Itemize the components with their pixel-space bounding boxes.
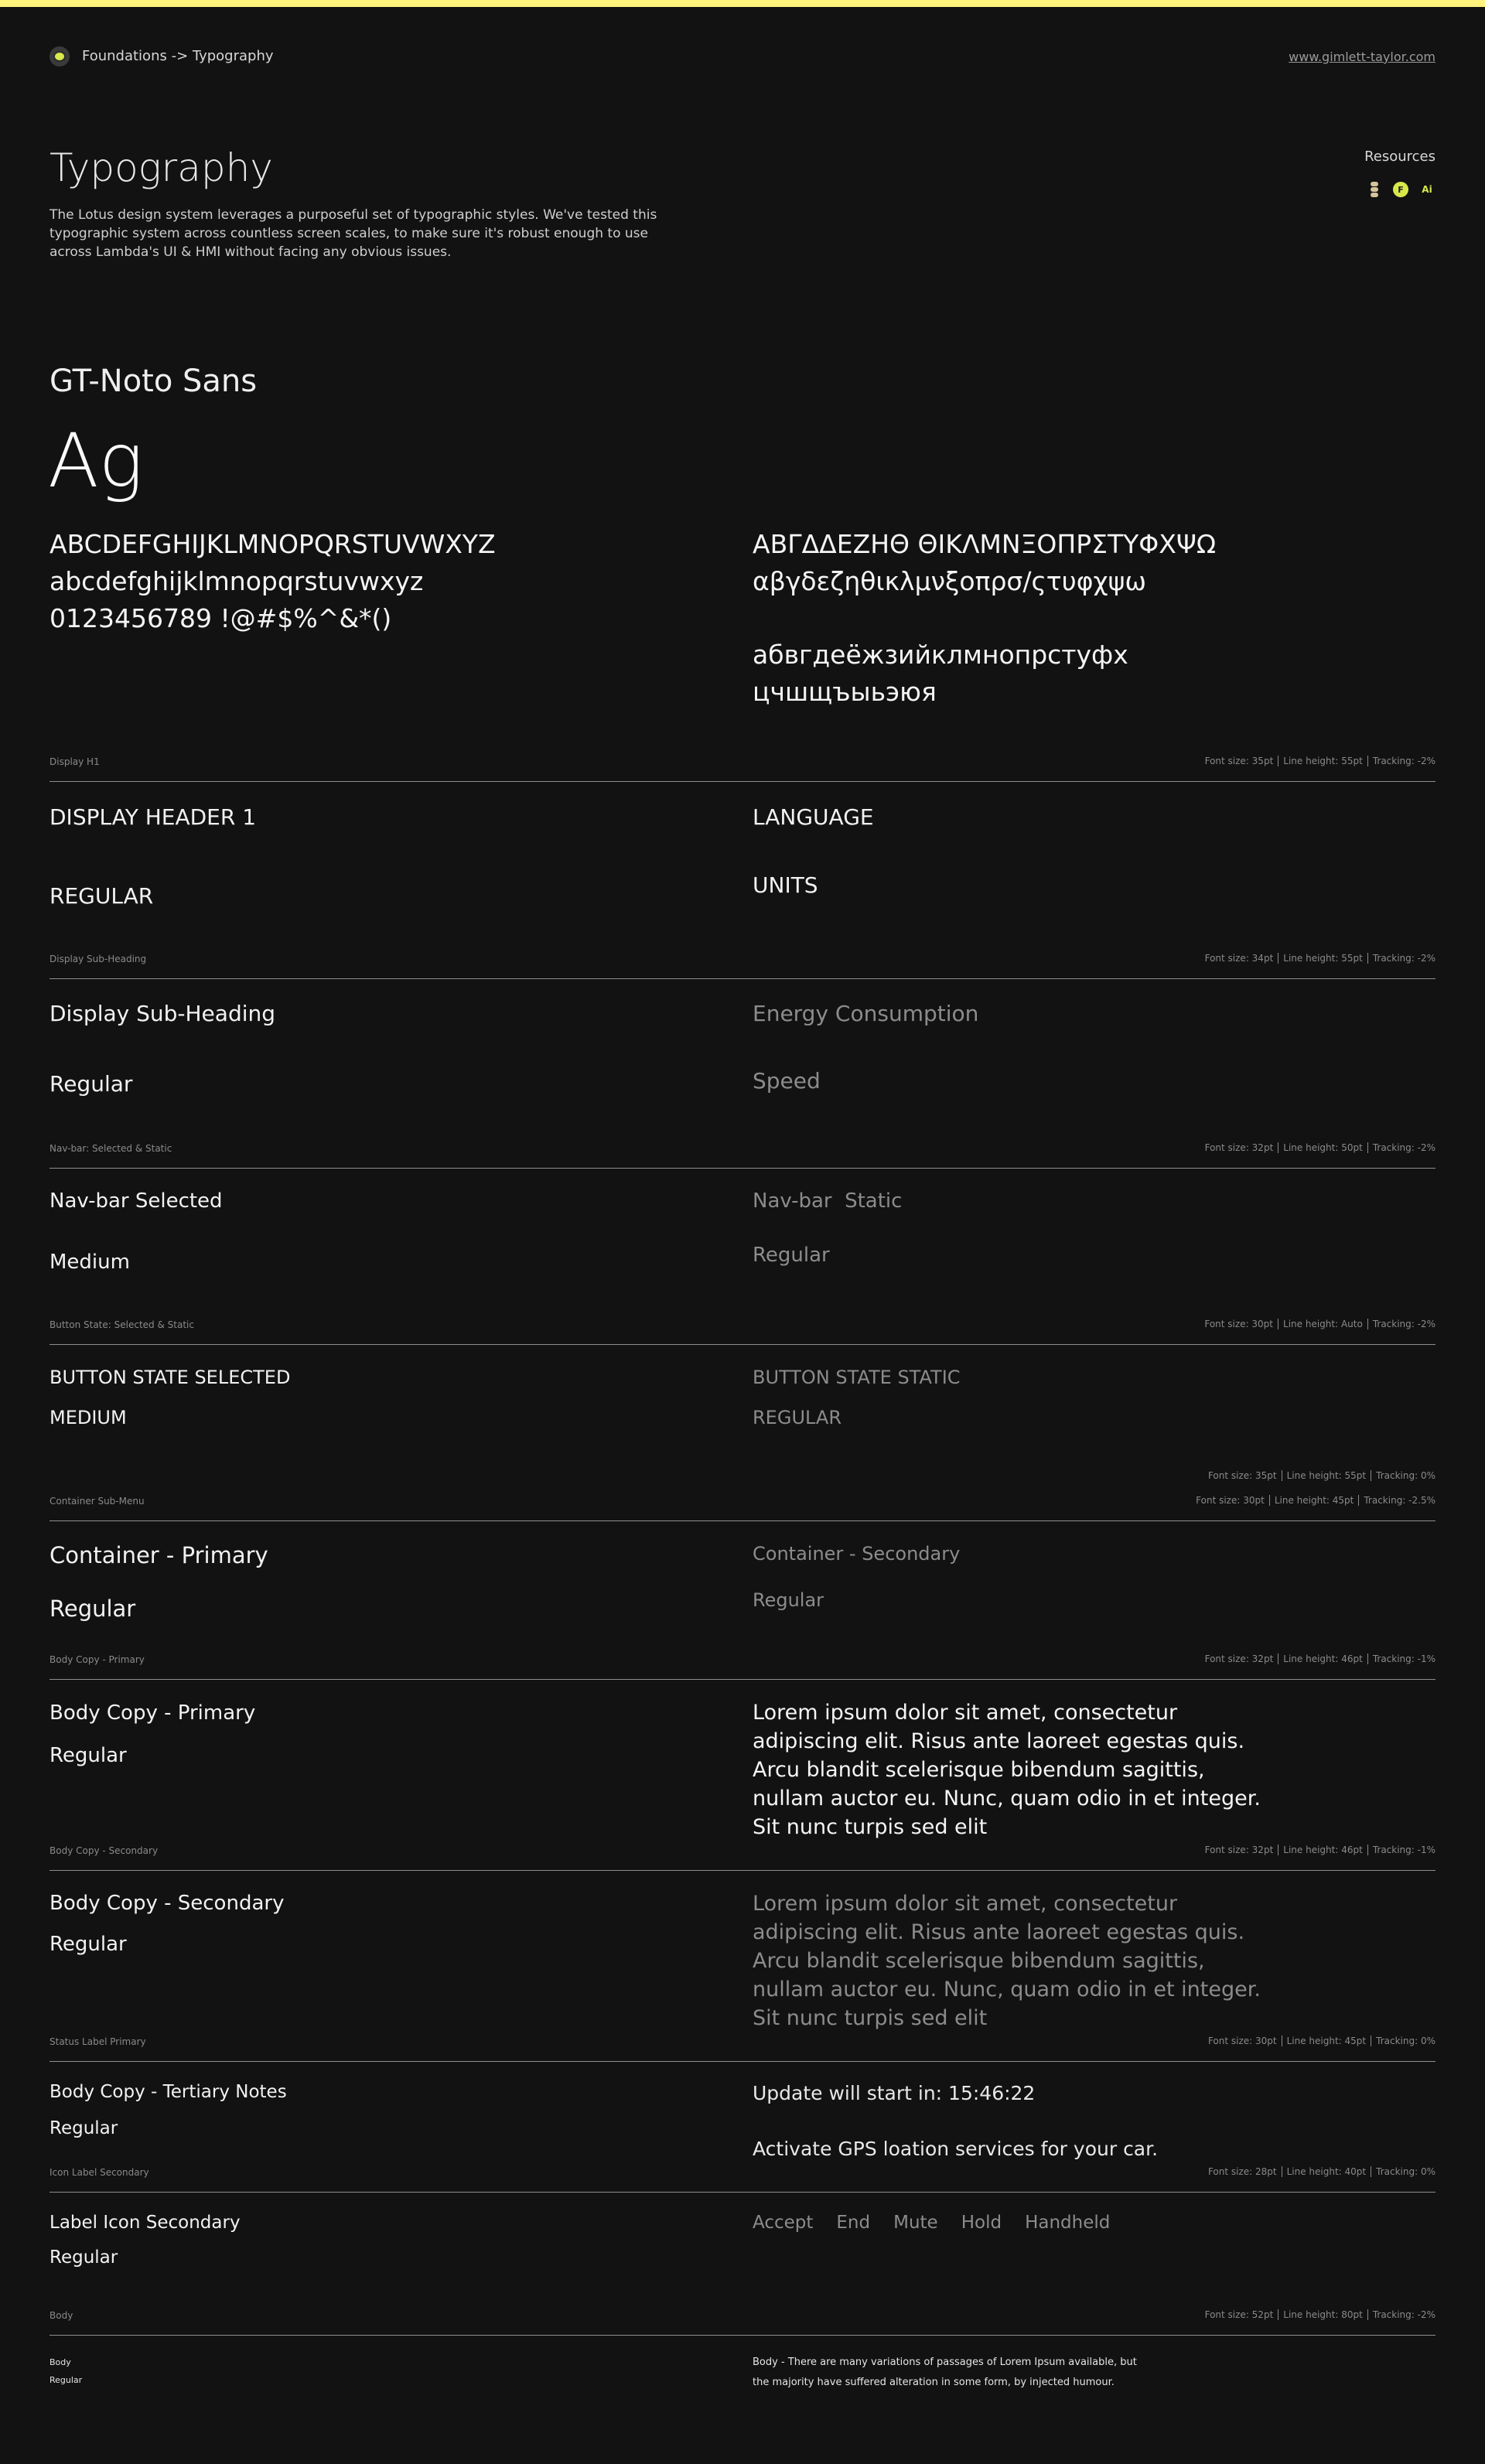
icon-label-mute[interactable]: Mute xyxy=(893,2213,938,2233)
font-family-name: GT-Noto Sans xyxy=(50,363,258,399)
style-label: Body xyxy=(50,2310,73,2321)
style-specs: Font size: 52pt Line height: 80pt Tracking: -2% xyxy=(1204,2309,1436,2320)
cyrillic-glyphs: абвгдеёжзийклмнопрстуфх цчшщъыьэюя xyxy=(753,640,1128,707)
sample-weight: Regular xyxy=(50,1933,127,1956)
icon-label-accept[interactable]: Accept xyxy=(753,2213,814,2233)
icon-label-end[interactable]: End xyxy=(836,2213,871,2233)
sample-secondary-2: Regular xyxy=(753,1589,824,1611)
style-label: Container Sub-Menu xyxy=(50,1496,145,1507)
page-intro: The Lotus design system leverages a purposeful set of typographic styles. We've tested this typographic system across countless screen scales, to make sure it's robust enough to use across Lambda's UI & HMI without facing any obvious issues. xyxy=(50,207,657,260)
sample-weight: MEDIUM xyxy=(50,1407,127,1428)
sample-secondary-2: Regular xyxy=(753,1244,830,1267)
sample-primary: BUTTON STATE SELECTED xyxy=(50,1367,291,1388)
status-countdown: Update will start in: 15:46:22 xyxy=(753,2082,1036,2104)
divider xyxy=(50,2061,1436,2062)
sample-weight: Regular xyxy=(50,1744,127,1767)
style-specs: Font size: 32pt Line height: 46pt Tracking: -1% xyxy=(1204,1845,1436,1855)
sample-primary: Body Copy - Tertiary Notes xyxy=(50,2082,287,2102)
sample-weight: Regular xyxy=(50,2247,118,2268)
illustrator-icon[interactable]: Ai xyxy=(1422,184,1432,195)
resources-title: Resources xyxy=(1364,148,1436,165)
divider xyxy=(50,1520,1436,1521)
style-label: Body Copy - Secondary xyxy=(50,1845,159,1856)
greek-glyphs: ΑΒΓΔΔΕΖΗΘ ΘΙΚΛΜΝΞΟΠΡΣΤΥΦΧΨΩ αβγδεζηθικλμνξοπρσ/ςτυφχψω xyxy=(753,529,1217,596)
sample-weight: Regular xyxy=(50,2118,118,2138)
sample-secondary: BUTTON STATE STATIC xyxy=(753,1367,961,1388)
page-title: Typography xyxy=(50,145,273,190)
divider xyxy=(50,781,1436,782)
style-label: Display Sub-Heading xyxy=(50,954,147,964)
sample-secondary-2: Speed xyxy=(753,1068,821,1094)
divider xyxy=(50,1168,1436,1169)
divider xyxy=(50,2192,1436,2193)
site-link[interactable]: www.gimlett-taylor.com xyxy=(1289,49,1436,64)
sample-secondary: Nav-bar Static xyxy=(753,1189,903,1213)
sample-primary: Display Sub-Heading xyxy=(50,1001,276,1026)
sample-weight: Regular xyxy=(50,2375,83,2385)
breadcrumb[interactable]: Foundations -> Typography xyxy=(82,48,274,64)
resources-icons xyxy=(1366,181,1436,198)
sample-secondary: LANGUAGE xyxy=(753,804,874,830)
style-label: Nav-bar: Selected & Static xyxy=(50,1143,172,1154)
sample-secondary: Energy Consumption xyxy=(753,1001,979,1026)
divider xyxy=(50,1870,1436,1871)
divider xyxy=(50,2335,1436,2336)
style-specs: Font size: 30pt Line height: 45pt Tracking: 0% xyxy=(1207,2036,1436,2046)
figma-icon[interactable] xyxy=(1366,181,1383,198)
accent-top-bar xyxy=(0,0,1485,7)
icon-labels-row xyxy=(753,2213,1110,2233)
latin-glyphs: ABCDEFGHIJKLMNOPQRSTUVWXYZ abcdefghijklmnopqrstuvwxyz 0123456789 !@#$%^&*() xyxy=(50,529,496,633)
divider xyxy=(50,1344,1436,1345)
sample-secondary: Container - Secondary xyxy=(753,1543,961,1565)
sample-primary: Nav-bar Selected xyxy=(50,1189,223,1213)
divider xyxy=(50,978,1436,979)
status-gps-prompt: Activate GPS loation services for your car. xyxy=(753,2138,1159,2160)
style-specs: Font size: 35pt Line height: 55pt Tracking: -2% xyxy=(1204,756,1436,766)
style-label: Display H1 xyxy=(50,756,100,767)
icon-label-hold[interactable]: Hold xyxy=(961,2213,1002,2233)
sample-primary: DISPLAY HEADER 1 xyxy=(50,804,257,830)
sample-primary: Body Copy - Primary xyxy=(50,1701,256,1725)
style-label: Button State: Selected & Static xyxy=(50,1319,194,1330)
divider xyxy=(50,1679,1436,1680)
lorem-secondary: Lorem ipsum dolor sit amet, consectetur adipiscing elit. Risus ante laoreet egestas quis. Arcu blandit scelerisque bibendum sagittis, nullam auctor eu. Nunc, quam odio in et integer. Sit nunc turpis sed elit xyxy=(753,1892,1261,2030)
sample-weight: Regular xyxy=(50,1071,133,1097)
style-specs: Font size: 28pt Line height: 40pt Tracking: 0% xyxy=(1207,2166,1436,2177)
figma-community-icon[interactable]: F xyxy=(1392,181,1409,198)
style-specs: Font size: 32pt Line height: 46pt Tracking: -1% xyxy=(1204,1653,1436,1664)
sample-weight: Medium xyxy=(50,1251,130,1274)
style-specs: Font size: 32pt Line height: 50pt Tracking: -2% xyxy=(1204,1142,1436,1153)
sample-secondary-2: UNITS xyxy=(753,872,818,898)
lorem-primary: Lorem ipsum dolor sit amet, consectetur adipiscing elit. Risus ante laoreet egestas quis. Arcu blandit scelerisque bibendum sagittis, nullam auctor eu. Nunc, quam odio in et integer. Sit nunc turpis sed elit xyxy=(753,1701,1261,1839)
sample-primary: Body xyxy=(50,2357,71,2367)
sample-primary: Label Icon Secondary xyxy=(50,2213,241,2233)
font-sample-ag: Ag xyxy=(48,418,144,504)
style-specs: Font size: 34pt Line height: 55pt Tracking: -2% xyxy=(1204,953,1436,964)
style-label: Status Label Primary xyxy=(50,2036,146,2047)
sample-weight: Regular xyxy=(50,1595,136,1622)
sample-primary: Container - Primary xyxy=(50,1542,268,1568)
style-specs: Font size: 30pt Line height: 45pt Tracking: -2.5% xyxy=(1196,1495,1436,1506)
lotus-logo-icon[interactable] xyxy=(50,46,70,67)
sample-weight: REGULAR xyxy=(50,883,154,909)
sample-primary: Body Copy - Secondary xyxy=(50,1892,285,1915)
style-label: Body Copy - Primary xyxy=(50,1654,145,1665)
style-specs-secondary: Font size: 35pt Line height: 55pt Tracking: 0% xyxy=(1207,1470,1436,1481)
icon-label-handheld[interactable]: Handheld xyxy=(1025,2213,1111,2233)
style-specs: Font size: 30pt Line height: Auto Tracking: -2% xyxy=(1204,1319,1436,1329)
style-label: Icon Label Secondary xyxy=(50,2167,149,2178)
body-note: Body - There are many variations of passages of Lorem Ipsum available, but the majority have suffered alteration in some form, by injected humour. xyxy=(753,2356,1137,2388)
sample-secondary-2: REGULAR xyxy=(753,1407,842,1428)
